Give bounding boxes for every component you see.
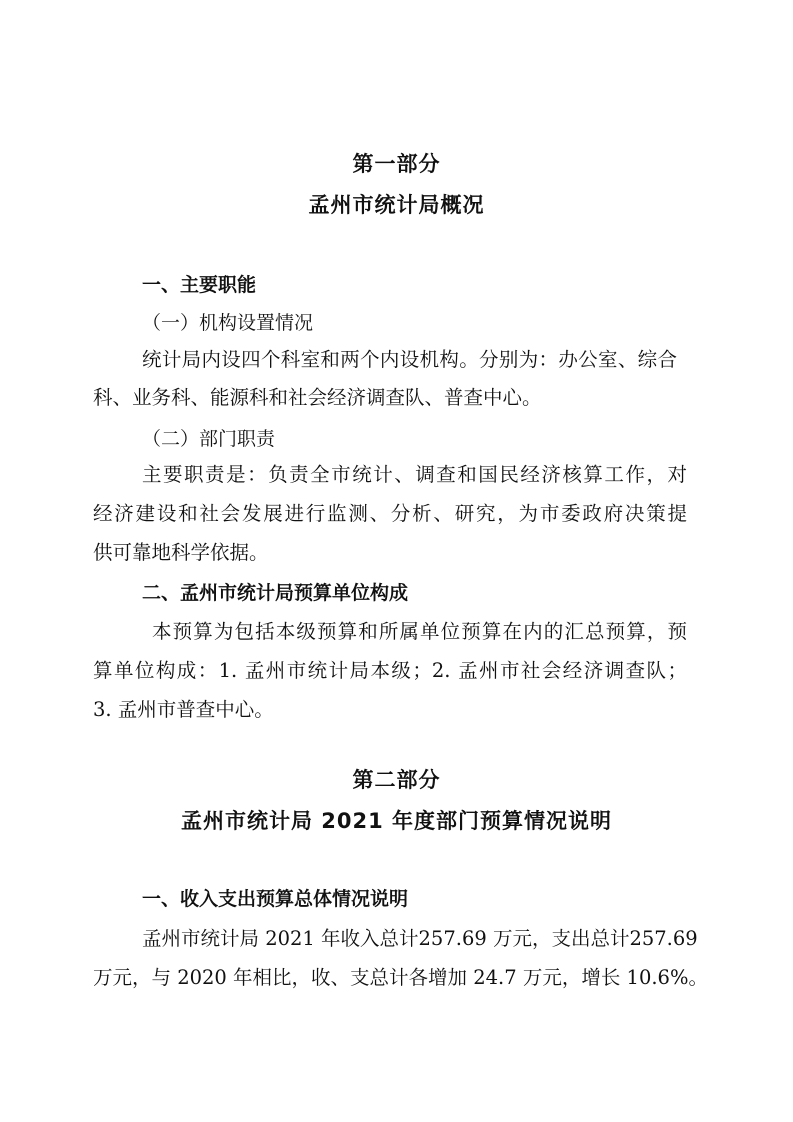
part2-heading: 第二部分: [352, 768, 441, 792]
paragraph-line: 3. 孟州市普查中心。: [93, 698, 274, 721]
section2-heading: 二、孟州市统计局预算单位构成: [142, 582, 409, 604]
paragraph-line: 科、业务科、能源科和社会经济调查队、普查中心。: [93, 386, 542, 409]
section1-heading: 一、主要职能: [142, 274, 257, 296]
paragraph-line: 本预算为包括本级预算和所属单位预算在内的汇总预算，预: [152, 620, 687, 643]
paragraph-line: 算单位构成：1. 孟州市统计局本级；2. 孟州市社会经济调查队；: [93, 659, 687, 682]
part1-heading: 第一部分: [352, 152, 441, 176]
part2-title: 孟州市统计局 2021 年度部门预算情况说明: [180, 809, 613, 833]
part2-section1-heading: 一、收入支出预算总体情况说明: [142, 888, 409, 910]
sub2-heading: （二）部门职责: [142, 428, 276, 450]
paragraph-line: 万元，与 2020 年相比，收、支总计各增加 24.7 万元，增长 10.6%。: [93, 966, 708, 989]
paragraph-line: 统计局内设四个科室和两个内设机构。分别为：办公室、综合: [142, 348, 677, 371]
paragraph-line: 主要职责是：负责全市统计、调查和国民经济核算工作，对: [142, 463, 687, 486]
paragraph-line: 供可靠地科学依据。: [93, 541, 269, 564]
paragraph-line: 孟州市统计局 2021 年收入总计257.69 万元，支出总计257.69: [142, 927, 698, 950]
sub1-heading: （一）机构设置情况: [142, 312, 314, 334]
paragraph-line: 经济建设和社会发展进行监测、分析、研究，为市委政府决策提: [93, 502, 687, 525]
part1-title: 孟州市统计局概况: [308, 193, 485, 217]
